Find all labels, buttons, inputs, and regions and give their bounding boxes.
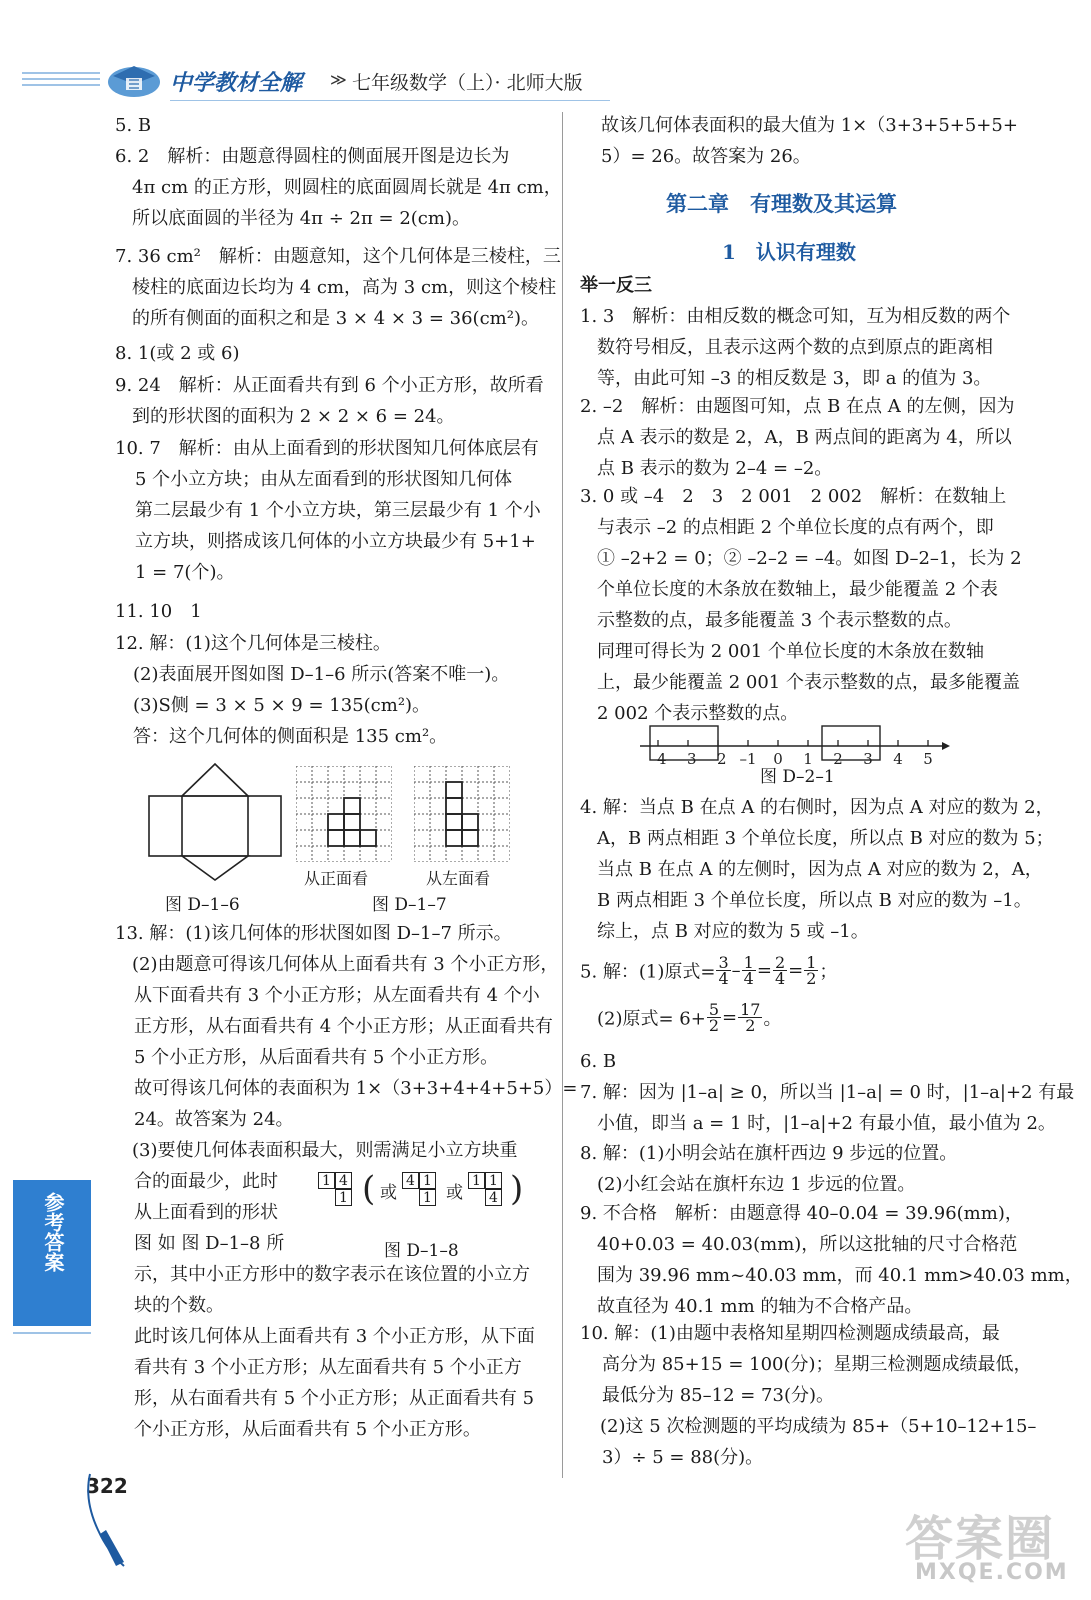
answer-9: 9. 24 解析：从正面看共有到 6 个小正方形，故所看 到的形状图的面积为 2 × 2 × 6 = 24。: [115, 375, 544, 427]
svg-text:2: 2: [833, 750, 843, 768]
figure-d-1-7-caption: 图 D–1–7: [372, 895, 447, 915]
figure-d-1-6-net: [145, 762, 285, 882]
right-cont: 故该几何体表面积的最大值为 1×（3+3+5+5+5+ 5）= 26。故答案为 26。: [601, 115, 1018, 167]
right-answer-6: 6. B: [580, 1051, 617, 1072]
svg-text:–3: –3: [679, 750, 697, 768]
answer-7: 7. 36 cm² 解析：由题意知，这个几何体是三棱柱，三 棱柱的底面边长均为 4 cm，高为 3 cm，则这个棱柱 的所有侧面的面积之和是 3 × 4 × 3 = 36(cm²)。: [115, 246, 561, 329]
logo-icon: [103, 62, 165, 100]
right-answer-5b: (2)原式= 6+ $\frac{5}{2}$ = $\frac{17}{2}$ 。: [597, 1000, 782, 1035]
answer-5: 5. B: [115, 115, 152, 136]
figure-d-2-1-caption: 图 D–2–1: [760, 767, 835, 787]
right-answer-10: 10. 解：(1)由题中表格知星期四检测题成绩最高，最 高分为 85+15 = 100(分)；星期三检测题成绩最低， 最低分为 85–12 = 73(分)。 (2)这 5 次检测题的平均成绩为 85+（5+10–12+15– 3）÷ 5 = 88(分)。: [580, 1323, 1037, 1468]
right-answer-5a: 5. 解：(1)原式= $\frac{3}{4}$ – $\frac{1}{4}$ = $\frac{2}{4}$ = $\frac{1}{2}$ ；: [580, 953, 838, 988]
svg-text:–4: –4: [649, 750, 667, 768]
figure-front-view-caption: 从正面看: [304, 869, 369, 888]
figure-d-1-8: 1 4 1 ( 或 4 1 1 或 1 1 4 ): [318, 1172, 528, 1228]
right-answer-4: 4. 解：当点 B 在点 A 的右侧时，因为点 A 对应的数为 2， A，B 两点相距 3 个单位长度，所以点 B 对应的数为 5； 当点 B 在点 A 的左侧时，因为点 A 对应的数为 2，A， B 两点相距 3 个单位长度，所以点 B 对应的数为 –1。 综上，点 B 对应的数为 5 或 –1。: [580, 797, 1054, 942]
page-number-swoosh-icon: [84, 1470, 134, 1570]
watermark-url: MXQE.COM: [915, 1560, 1069, 1585]
svg-text:0: 0: [773, 750, 783, 768]
page-number: 322: [86, 1474, 128, 1498]
right-answer-3: 3. 0 或 –4 2 3 2 001 2 002 解析：在数轴上 与表示 –2 的点相距 2 个单位长度的点有两个，即 ① –2+2 = 0；② –2–2 = –4。如图 D–2–1，长为 2 个单位长度的木条放在数轴上，最少能覆盖 2 个表 示整数的点，最多能覆盖 3 个表示整数的点。 同理可得长为 2 001 个单位长度的木条放在数轴 上，最少能覆盖 2 001 个表示整数的点，最多能覆盖 2 002 个表示整数的点。: [580, 486, 1022, 724]
side-tab-label: 参考答案: [41, 1192, 65, 1272]
subhead-jufan: 举一反三: [580, 275, 652, 296]
header-subject: 七年级数学（上）· 北师大版: [352, 72, 583, 94]
answer-12: 12. 解：(1)这个几何体是三棱柱。 (2)表面展开图如图 D–1–6 所示(答案不唯一)。 (3)S侧 = 3 × 5 × 9 = 135(cm²)。 答：这个几何体的侧面积是 135 cm²。: [115, 633, 510, 747]
right-answer-7: 7. 解：因为 |1–a| ≥ 0，所以当 |1–a| = 0 时，|1–a|+2 有最 小值，即当 a = 1 时，|1–a|+2 有最小值，最小值为 2。: [580, 1082, 1075, 1134]
chapter-title: 第二章 有理数及其运算: [666, 191, 897, 216]
right-answer-8: 8. 解：(1)小明会站在旗杆西边 9 步远的位置。 (2)小红会站在旗杆东边 1 步远的位置。: [580, 1143, 958, 1195]
figure-d-1-7-front-view: [296, 766, 392, 862]
svg-text:–2: –2: [709, 750, 727, 768]
section-title: 1 认识有理数: [722, 240, 856, 264]
svg-text:1: 1: [803, 750, 813, 768]
right-answer-9: 9. 不合格 解析：由题意得 40–0.04 = 39.96(mm)， 40+0.03 = 40.03(mm)，所以这批轴的尺寸合格范 围为 39.96 mm~40.03 mm，而 40.1 mm>40.03 mm， 故直径为 40.1 mm 的轴为不合格产品。: [580, 1203, 1083, 1317]
answer-13: 13. 解：(1)该几何体的形状图如图 D–1–7 所示。 (2)由题意可得该几何体从上面看共有 3 个小正方形， 从下面看共有 3 个小正方形；从左面看共有 4 个小 正方形，从右面看共有 4 个小正方形；从正面看共有 5 个小正方形，从后面看共有 5 个小正方形。 故可得该几何体的表面积为 1×（3+3+4+4+5+5）= 24。故答案为 24。 (3)要使几何体表面积最大，则需满足小立方块重 合的面最少，此时 从上面看到的形状 图 如 图 D–1–8 所 示，其中小正方形中的数字表示在该位置的小立方 块的个数。 此时该几何体从上面看共有 3 个小正方形，从下面 看共有 3 个小正方形；从左面看共有 5 个小正方 形，从右面看共有 5 个小正方形；从正面看共有 5 个小正方形，从后面看共有 5 个小正方形。: [115, 923, 578, 1440]
right-answer-2: 2. –2 解析：由题图可知，点 B 在点 A 的左侧，因为 点 A 表示的数是 2，A，B 两点间的距离为 4，所以 点 B 表示的数为 2–4 = –2。: [580, 396, 1015, 479]
svg-text:4: 4: [893, 750, 903, 768]
figure-d-1-6-caption: 图 D–1–6: [165, 895, 240, 915]
answer-11: 11. 10 1: [115, 601, 202, 622]
header-arrow-icon: ≫: [330, 70, 347, 89]
figure-left-view-caption: 从左面看: [426, 869, 491, 888]
right-answer-1: 1. 3 解析：由相反数的概念可知，互为相反数的两个 数符号相反，且表示这两个数的点到原点的距离相 等，由此可知 –3 的相反数是 3，即 a 的值为 3。: [580, 306, 1011, 389]
answer-10: 10. 7 解析：由从上面看到的形状图知几何体底层有 5 个小立方块；由从左面看到的形状图知几何体 第二层最少有 1 个小立方块，第三层最少有 1 个小 立方块，则搭成该几何体的小立方块最少有 5+1+ 1 = 7(个)。: [115, 438, 541, 583]
figure-d-1-7-left-view: [414, 766, 510, 862]
figure-d-1-8-caption: 图 D–1–8: [384, 1241, 459, 1261]
answer-6: 6. 2 解析：由题意得圆柱的侧面展开图是边长为 4π cm 的正方形，则圆柱的底面圆周长就是 4π cm， 所以底面圆的半径为 4π ÷ 2π = 2(cm)。: [115, 146, 562, 229]
side-tab-stripe: [13, 1332, 91, 1334]
header-brand: 中学教材全解: [170, 70, 303, 96]
svg-text:–1: –1: [739, 750, 757, 768]
watermark-logo: 答案圈: [905, 1511, 1056, 1567]
header-rule: [170, 100, 610, 101]
svg-text:3: 3: [863, 750, 873, 768]
answer-8: 8. 1(或 2 或 6): [115, 343, 240, 364]
svg-text:5: 5: [923, 750, 933, 768]
header-stripes: [22, 72, 100, 90]
